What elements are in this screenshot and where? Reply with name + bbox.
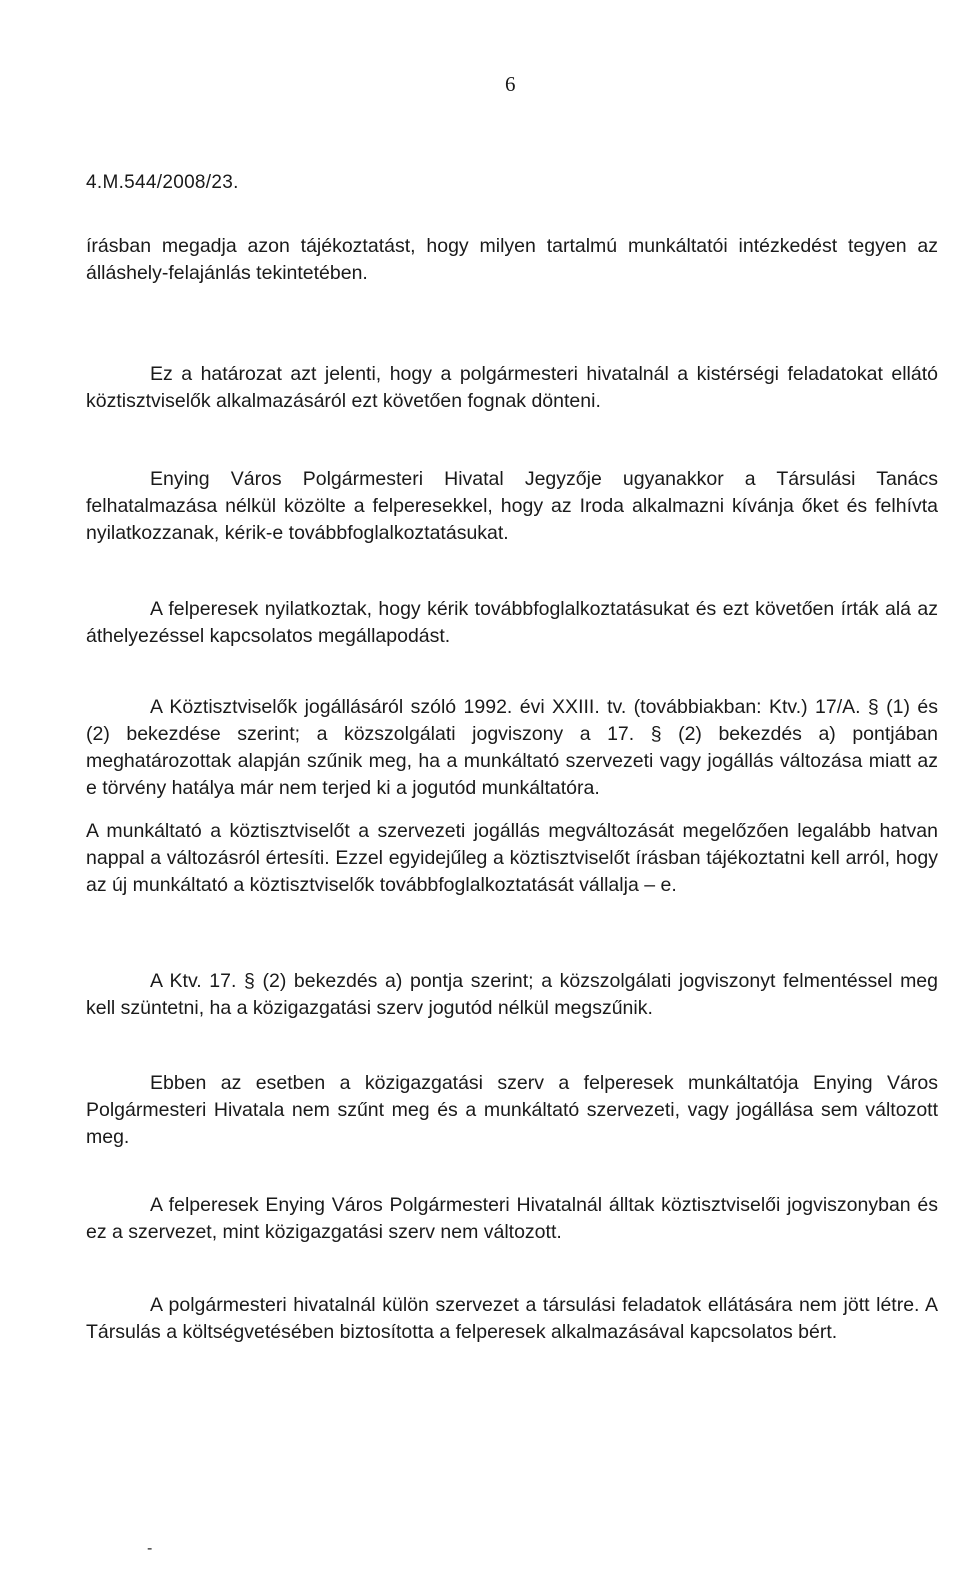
paragraph-10: A polgármesteri hivatalnál külön szervezet a társulási feladatok ellátására nem jött létre. A Társulás a költségvetésében biztosította a felperesek alkalmazásával kapcsolatos bért. — [86, 1294, 938, 1343]
case-reference: 4.M.544/2008/23. — [86, 172, 239, 193]
paragraph-4: A felperesek nyilatkoztak, hogy kérik továbbfoglalkoztatásukat és ezt követően írták alá az áthelyezéssel kapcsolatos megállapodást. — [86, 598, 938, 647]
paragraph-8: Ebben az esetben a közigazgatási szerv a felperesek munkáltatója Enying Város Polgármesteri Hivatala nem szűnt meg és a munkáltató szervezeti, vagy jogállása sem változott meg. — [86, 1072, 938, 1148]
paragraph-7: A Ktv. 17. § (2) bekezdés a) pontja szerint; a közszolgálati jogviszonyt felmentéssel meg kell szüntetni, ha a közigazgatási szerv jogutód nélkül megszűnik. — [86, 970, 938, 1019]
paragraph-1: írásban megadja azon tájékoztatást, hogy milyen tartalmú munkáltatói intézkedést tegyen az álláshely-felajánlás tekintetében. — [86, 235, 938, 284]
page-number: 6 — [505, 72, 516, 96]
paragraph-3: Enying Város Polgármesteri Hivatal Jegyzője ugyanakkor a Társulási Tanács felhatalmazása nélkül közölte a felperesekkel, hogy az Iroda alkalmazni kívánja őket és felhívta nyilatkozzanak, kérik-e továbbfoglalkoztatásukat. — [86, 468, 938, 544]
paragraph-6: A munkáltató a köztisztviselőt a szervezeti jogállás megváltozását megelőzően legalább hatvan nappal a változásról értesíti. Ezzel egyidejűleg a köztisztviselőt írásban tájékoztatni kell arról, hogy az új munkáltató a köztisztviselők továbbfoglalkoztatását vállalja – e. — [86, 820, 938, 896]
footer-mark: - — [147, 1540, 153, 1557]
paragraph-9: A felperesek Enying Város Polgármesteri Hivatalnál álltak köztisztviselői jogviszonyban és ez a szervezet, mint közigazgatási szerv nem változott. — [86, 1194, 938, 1243]
paragraph-2: Ez a határozat azt jelenti, hogy a polgármesteri hivatalnál a kistérségi feladatokat ellátó köztisztviselők alkalmazásáról ezt követően fognak dönteni. — [86, 363, 938, 412]
paragraph-5: A Köztisztviselők jogállásáról szóló 1992. évi XXIII. tv. (továbbiakban: Ktv.) 17/A. § (1) és (2) bekezdése szerint; a közszolgálati jogviszony a 17. § (2) bekezdés a) pontjában meghatározottak alapján szűnik meg, ha a munkáltató szervezeti vagy jogállás változása miatt az e törvény hatálya már nem terjed ki a jogutód munkáltatóra. — [86, 696, 938, 799]
